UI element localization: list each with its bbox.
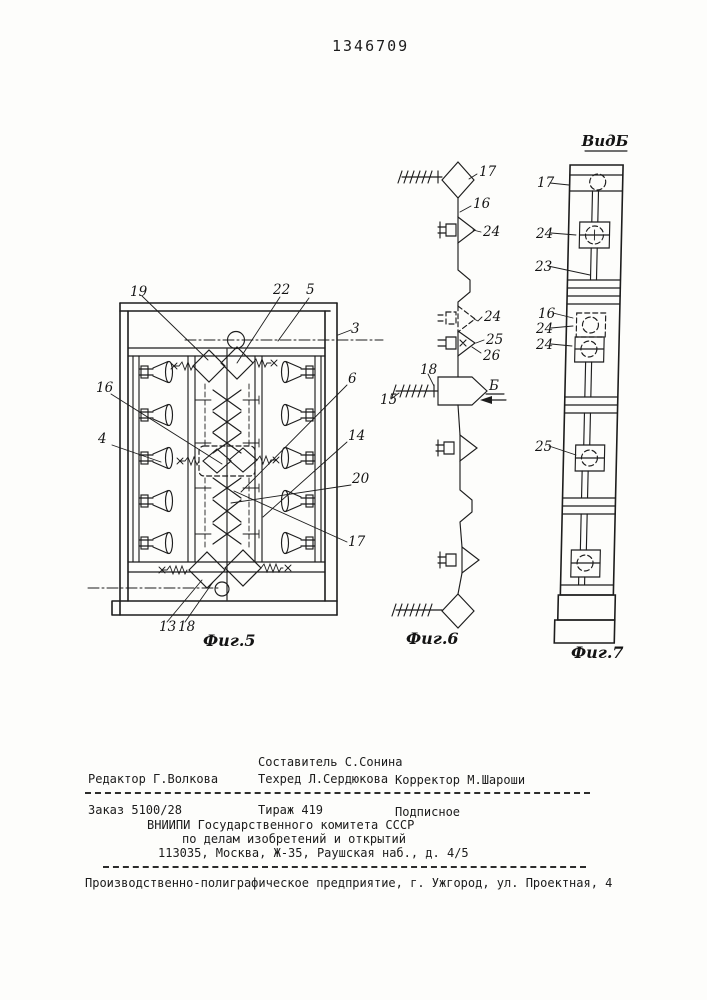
fig6-caption: Фиг.6	[406, 629, 459, 648]
fig6-callout-18: 18	[420, 362, 438, 378]
fig5-callout-14: 14	[348, 428, 366, 444]
fig6-callout-17: 17	[479, 164, 497, 180]
colophon-org-line2: по делам изобретений и открытий	[182, 832, 406, 846]
fig5-callout-18: 18	[178, 619, 196, 635]
fig7-view-title	[581, 132, 629, 151]
divider-dashed-bottom	[103, 866, 586, 868]
fig5-callout-3: 3	[351, 321, 360, 337]
colophon-techred: Техред Л.Сердюкова	[258, 772, 389, 786]
fig5-callout-13: 13	[159, 619, 177, 635]
figure-6-drawing	[380, 150, 530, 655]
fig6-callout-24b: 24	[484, 309, 502, 325]
fig7-callout-labels	[534, 175, 556, 455]
fig6-callout-16: 16	[473, 196, 491, 212]
fig5-callout-20: 20	[352, 471, 370, 487]
colophon-compiler: Составитель С.Сонина	[258, 755, 403, 769]
fig7-callout-23: 23	[535, 259, 553, 275]
fig6-callout-26: 26	[483, 348, 501, 364]
fig5-left-bolts	[139, 362, 173, 554]
fig5-callout-16: 16	[96, 380, 114, 396]
colophon-printer: Производственно-полиграфическое предприятие, г. Ужгород, ул. Проектная, 4	[85, 876, 613, 890]
figure-5-drawing	[85, 270, 385, 660]
fig6-view-arrow	[480, 378, 506, 404]
figure-7-drawing	[535, 125, 665, 670]
fig7-callout-24a: 24	[536, 226, 554, 242]
fig5-callout-22: 22	[273, 282, 291, 298]
fig6-callout-labels	[380, 164, 503, 408]
fig6-chain	[392, 162, 487, 628]
fig6-callout-24a: 24	[483, 224, 501, 240]
colophon-order: Заказ 5100/28	[88, 803, 182, 817]
fig6-callout-15: 15	[380, 392, 398, 408]
colophon-subscription: Подписное	[395, 805, 461, 819]
fig7-callout-17: 17	[537, 175, 555, 191]
fig7-view-title-text: ВидБ	[581, 132, 629, 150]
fig6-callout-25: 25	[486, 332, 504, 348]
colophon-org-line3: 113035, Москва, Ж-35, Раушская наб., д. 4/5	[158, 846, 469, 860]
fig5-callout-5: 5	[306, 282, 315, 298]
fig7-strip	[554, 165, 625, 643]
colophon-corrector: Корректор М.Шароши	[395, 773, 526, 787]
fig7-callout-16: 16	[538, 306, 556, 322]
patent-number: 1346709	[332, 37, 410, 55]
colophon-tirazh: Тираж 419	[258, 803, 324, 817]
fig5-frame	[88, 303, 383, 615]
colophon-org-line1: ВНИИПИ Государственного комитета СССР	[147, 818, 415, 832]
fig5-callout-6: 6	[348, 371, 357, 387]
fig7-callout-25: 25	[535, 439, 553, 455]
colophon-editor: Редактор Г.Волкова	[88, 772, 219, 786]
fig6-view-arrow-label: Б	[489, 378, 499, 394]
fig5-caption: Фиг.5	[203, 631, 256, 650]
fig5-callout-4: 4	[98, 431, 107, 447]
fig7-caption: Фиг.7	[571, 643, 624, 662]
fig7-callout-24c: 24	[536, 337, 554, 353]
fig5-callout-19: 19	[130, 284, 148, 300]
fig5-right-bolts	[282, 362, 316, 554]
fig7-callout-24b: 24	[536, 321, 554, 337]
fig5-callout-17: 17	[348, 534, 366, 550]
divider-dashed-top	[85, 792, 590, 794]
